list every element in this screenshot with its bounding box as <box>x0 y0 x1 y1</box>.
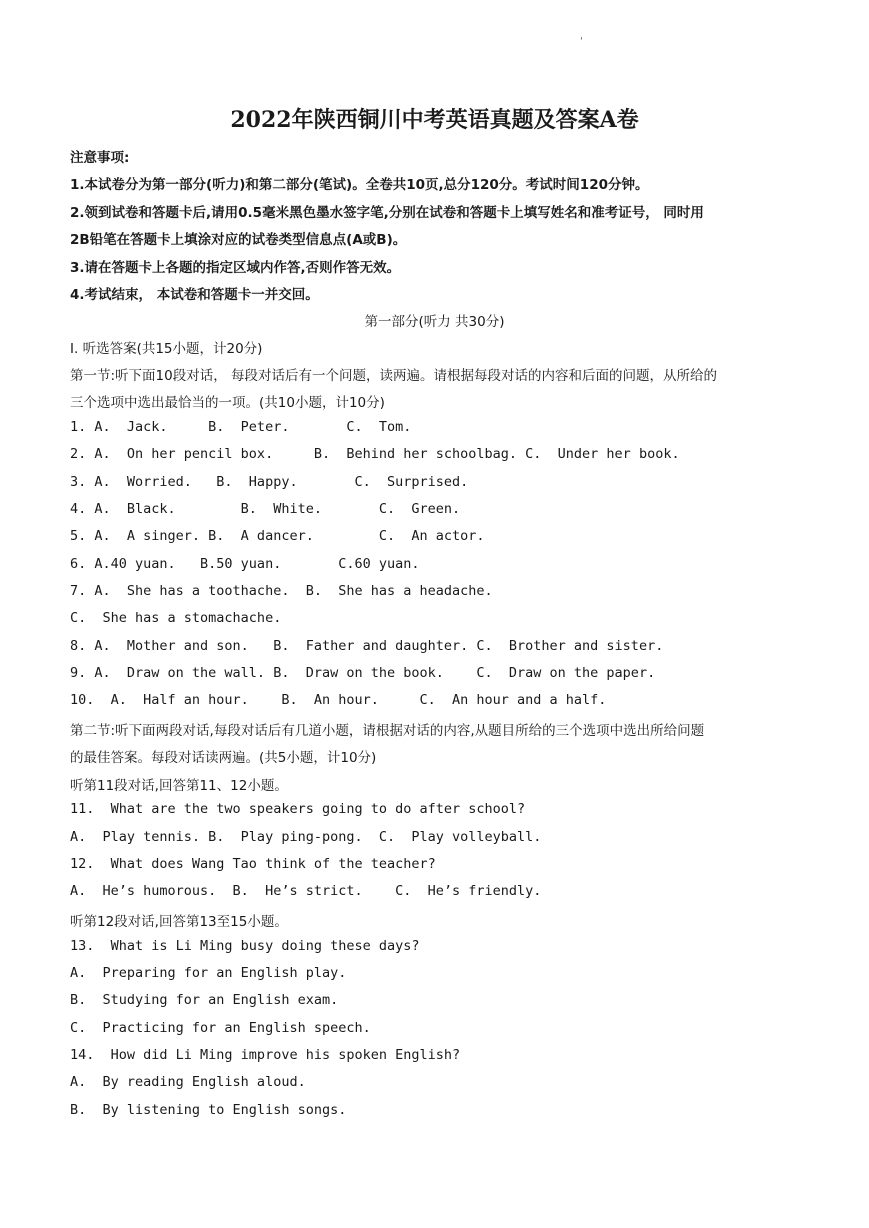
listen-dialogue-11: 听第11段对话,回答第11、12小题。 <box>70 778 288 794</box>
question-4: 4. A. Black. B. White. C. Green. <box>70 501 461 517</box>
question-11-options: A. Play tennis. B. Play ping-pong. C. Play volleyball. <box>70 829 542 845</box>
notice-item-2-cont: 2B铅笔在答题卡上填涂对应的试卷类型信息点(A或B)。 <box>70 232 407 248</box>
question-13-option-c: C. Practicing for an English speech. <box>70 1020 371 1036</box>
question-2: 2. A. On her pencil box. B. Behind her schoolbag. C. Under her book. <box>70 446 680 462</box>
question-6: 6. A.40 yuan. B.50 yuan. C.60 yuan. <box>70 556 420 572</box>
question-13-option-a: A. Preparing for an English play. <box>70 965 347 981</box>
sec2-instructions-line2: 的最佳答案。每段对话读两遍。(共5小题，计10分) <box>70 750 377 766</box>
page-title: 2022年陕西铜川中考英语真题及答案A卷 <box>230 107 639 133</box>
listen-dialogue-12: 听第12段对话,回答第13至15小题。 <box>70 914 288 930</box>
sec1-instructions-line1: 第一节:听下面10段对话， 每段对话后有一个问题，读两遍。请根据每段对话的内容和后面的问题，从所给的 <box>70 368 718 384</box>
question-9: 9. A. Draw on the wall. B. Draw on the book. C. Draw on the paper. <box>70 665 656 681</box>
notice-item-2: 2.领到试卷和答题卡后,请用0.5毫米黑色墨水签字笔,分别在试卷和答题卡上填写姓名和准考证号， 同时用 <box>70 205 704 221</box>
question-7: 7. A. She has a toothache. B. She has a headache. <box>70 583 493 599</box>
question-8: 8. A. Mother and son. B. Father and daughter. C. Brother and sister. <box>70 638 664 654</box>
section-title: I. 听选答案(共15小题，计20分) <box>70 341 263 357</box>
notice-item-3: 3.请在答题卡上各题的指定区域内作答,否则作答无效。 <box>70 260 401 276</box>
notice-item-1: 1.本试卷分为第一部分(听力)和第二部分(笔试)。全卷共10页,总分120分。考试时间120分钟。 <box>70 177 649 193</box>
page-mark: ' <box>580 36 583 47</box>
question-14-option-b: B. By listening to English songs. <box>70 1102 347 1118</box>
sec2-instructions-line1: 第二节:听下面两段对话,每段对话后有几道小题，请根据对话的内容,从题目所给的三个选项中选出所给问题 <box>70 723 705 739</box>
part1-heading: 第一部分(听力 共30分) <box>364 314 505 330</box>
question-12: 12. What does Wang Tao think of the teacher? <box>70 856 436 872</box>
question-13: 13. What is Li Ming busy doing these days? <box>70 938 420 954</box>
question-14: 14. How did Li Ming improve his spoken English? <box>70 1047 461 1063</box>
question-14-option-a: A. By reading English aloud. <box>70 1074 306 1090</box>
question-10: 10. A. Half an hour. B. An hour. C. An hour and a half. <box>70 692 607 708</box>
question-3: 3. A. Worried. B. Happy. C. Surprised. <box>70 474 469 490</box>
question-11: 11. What are the two speakers going to do after school? <box>70 801 526 817</box>
question-5: 5. A. A singer. B. A dancer. C. An actor. <box>70 528 485 544</box>
notice-heading: 注意事项: <box>70 150 130 166</box>
question-7-option-c: C. She has a stomachache. <box>70 610 282 626</box>
sec1-instructions-line2: 三个选项中选出最恰当的一项。(共10小题，计10分) <box>70 395 385 411</box>
question-1: 1. A. Jack. B. Peter. C. Tom. <box>70 419 412 435</box>
notice-item-4: 4.考试结束， 本试卷和答题卡一并交回。 <box>70 287 319 303</box>
question-13-option-b: B. Studying for an English exam. <box>70 992 339 1008</box>
question-12-options: A. He’s humorous. B. He’s strict. C. He’s friendly. <box>70 883 542 899</box>
